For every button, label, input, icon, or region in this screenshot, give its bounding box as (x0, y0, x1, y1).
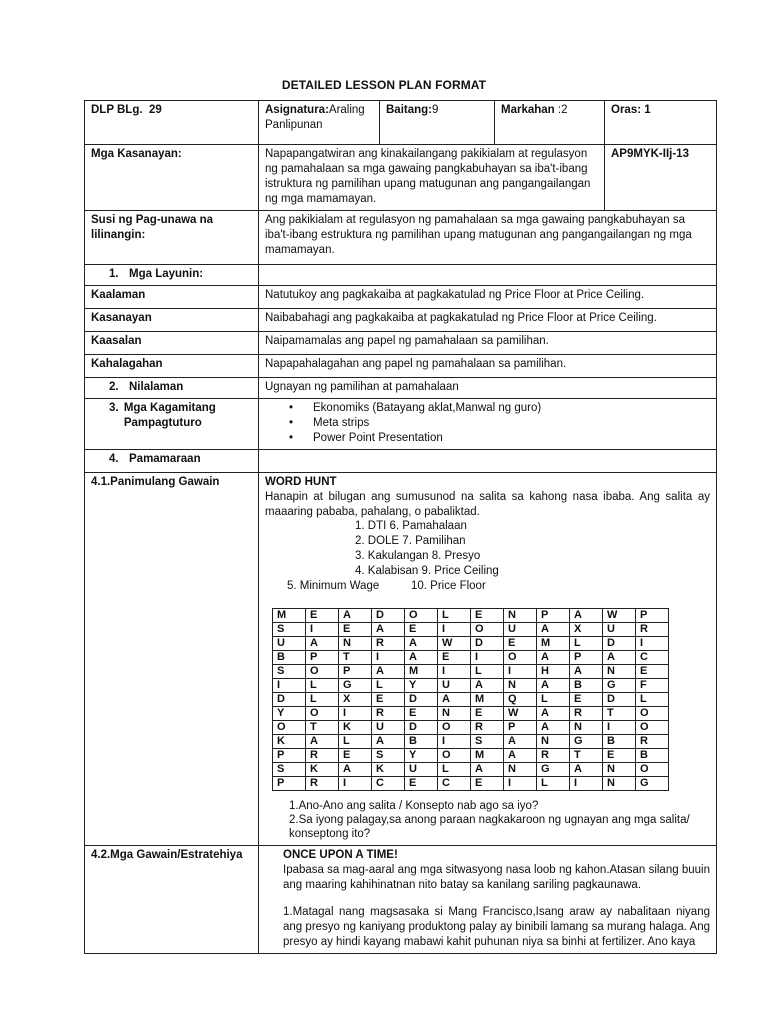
markahan-label: Markahan (501, 104, 555, 116)
grid-row (273, 651, 669, 665)
grid-letter: D (471, 637, 504, 651)
grid-letter: A (339, 763, 372, 777)
grid-letter: P (306, 651, 339, 665)
grid-letter: A (438, 693, 471, 707)
grid-letter: B (636, 749, 669, 763)
grid-letter: G (537, 763, 570, 777)
pamamaraan-label-cell (85, 449, 259, 472)
grid-letter: L (339, 735, 372, 749)
grid-letter: I (273, 679, 306, 693)
document-title: DETAILED LESSON PLAN FORMAT (281, 78, 487, 92)
grid-row (273, 721, 669, 735)
grid-letter: R (306, 749, 339, 763)
grid-letter: A (504, 749, 537, 763)
grid-letter: D (405, 721, 438, 735)
grid-letter: T (339, 651, 372, 665)
grid-letter: W (603, 609, 636, 623)
nilalaman-label-cell (85, 377, 259, 398)
grid-letter: F (636, 679, 669, 693)
grid-letter: A (306, 735, 339, 749)
grid-letter: E (504, 637, 537, 651)
grid-letter: M (537, 637, 570, 651)
grid-letter: O (405, 609, 438, 623)
grid-letter: U (273, 637, 306, 651)
grid-letter: I (339, 707, 372, 721)
grid-letter: U (504, 623, 537, 637)
story-1: 1.Matagal nang magsasaka si Mang Francisco,Isang araw ay nabalitaan niyang ang presyo ng kaniyang produktong palay ay binibili lamang sa murang halaga. Ang presyo ay hindi kayang mabawi kahit puhunan niya sa binhi at fertilizer. Ano kaya (283, 906, 710, 949)
grid-letter: O (471, 623, 504, 637)
grid-letter: I (438, 735, 471, 749)
grid-letter: A (372, 623, 405, 637)
word-hunt-questions (265, 799, 710, 841)
word-item: 2. DOLE 7. Pamilihan (355, 535, 466, 548)
grid-letter: L (570, 637, 603, 651)
grid-letter: U (438, 679, 471, 693)
kagamitan-label: Mga Kagamitang Pampagtuturo (123, 401, 216, 429)
kagamitan-row (85, 398, 717, 449)
grid-letter: A (405, 651, 438, 665)
grid-letter: K (306, 763, 339, 777)
grid-letter: E (405, 777, 438, 791)
grid-row (273, 637, 669, 651)
grid-letter: N (537, 735, 570, 749)
word-item: 1. DTI 6. Pamahalaan (355, 520, 467, 533)
grid-letter: L (471, 665, 504, 679)
grid-letter: E (306, 609, 339, 623)
grid-letter: P (273, 777, 306, 791)
grid-letter: I (504, 777, 537, 791)
kaalaman-row (85, 285, 717, 308)
grid-letter: T (570, 749, 603, 763)
grid-letter: L (372, 679, 405, 693)
grid-letter: P (570, 651, 603, 665)
grid-letter: C (372, 777, 405, 791)
grid-row (273, 777, 669, 791)
grid-row (273, 707, 669, 721)
grid-letter: T (603, 707, 636, 721)
grid-letter: R (636, 623, 669, 637)
grid-letter: N (603, 763, 636, 777)
grid-letter: M (405, 665, 438, 679)
kasanayan-text: Napapangatwiran ang kinakailangang pakikialam at regulasyon ng pamahalaan sa mga gawaing pangkabuhayan sa iba't-ibang istruktura ng pamilihan upang matugunan ang pangangailangan ng mga mamamayan. (259, 145, 605, 211)
layunin-label: Mga Layunin: (129, 267, 204, 280)
gawain-content (259, 846, 717, 954)
grid-letter: Y (405, 749, 438, 763)
grid-letter: A (570, 665, 603, 679)
word-item: 3. Kakulangan 8. Presyo (355, 550, 481, 563)
grid-letter: A (603, 651, 636, 665)
lesson-plan-table (84, 100, 717, 954)
grid-letter: N (504, 763, 537, 777)
grid-letter: T (306, 721, 339, 735)
grid-letter: B (603, 735, 636, 749)
dlp-number: 29 (148, 104, 162, 116)
layunin-number: 1. (109, 267, 119, 280)
grid-letter: R (570, 707, 603, 721)
grid-letter: D (273, 693, 306, 707)
kahalagahan-row (85, 354, 717, 377)
word-hunt-grid (272, 608, 669, 791)
asignatura-cell (259, 101, 380, 145)
grid-letter: E (405, 623, 438, 637)
grid-letter: E (570, 693, 603, 707)
kasanayan-row (85, 145, 717, 211)
nilalaman-row (85, 377, 717, 398)
grid-letter: A (471, 679, 504, 693)
grid-letter: M (273, 609, 306, 623)
grid-letter: O (438, 749, 471, 763)
grid-letter: E (471, 777, 504, 791)
word-hunt-instruction: Hanapin at bilugan ang sumusunod na salita sa kahong nasa ibaba. Ang salita ay maaaring pababa, pahalang, o pabaliktad. (265, 490, 710, 518)
susi-text: Ang pakikialam at regulasyon ng pamahalaan sa mga gawaing pangkabuhayan sa iba't-ibang estruktura ng pamilihan upang matugunan ang pangangailangan ng mga mamamayan. (259, 210, 717, 264)
grid-letter: N (438, 707, 471, 721)
kagamitan-item: • Power Point Presentation (289, 431, 710, 446)
grid-letter: L (306, 693, 339, 707)
grid-letter: L (636, 693, 669, 707)
grid-letter: R (372, 707, 405, 721)
panimulang-label: 4.1.Panimulang Gawain (85, 472, 259, 846)
asignatura-label: Asignatura: (265, 104, 329, 116)
grid-letter: I (636, 637, 669, 651)
grid-letter: M (471, 693, 504, 707)
layunin-row (85, 264, 717, 285)
grid-letter: G (603, 679, 636, 693)
grid-letter: E (438, 651, 471, 665)
panimulang-row (85, 472, 717, 846)
grid-letter: X (570, 623, 603, 637)
grid-letter: N (504, 679, 537, 693)
grid-row (273, 679, 669, 693)
header-row (85, 101, 717, 145)
competency-code: AP9MYK-IIj-13 (605, 145, 717, 211)
grid-letter: O (273, 721, 306, 735)
grid-letter: A (504, 735, 537, 749)
gawain-label: 4.2.Mga Gawain/Estratehiya (85, 846, 259, 954)
dlp-label: DLP BLg. (91, 104, 143, 116)
grid-letter: N (570, 721, 603, 735)
grid-letter: A (537, 679, 570, 693)
grid-letter: H (537, 665, 570, 679)
kagamitan-item: • Meta strips (289, 416, 710, 431)
grid-letter: L (306, 679, 339, 693)
grid-letter: A (405, 637, 438, 651)
grid-letter: D (372, 609, 405, 623)
grid-letter: O (504, 651, 537, 665)
grid-letter: U (603, 623, 636, 637)
grid-letter: I (339, 777, 372, 791)
grid-letter: O (636, 721, 669, 735)
grid-letter: S (273, 623, 306, 637)
kagamitan-number: 3. (109, 401, 119, 414)
nilalaman-text: Ugnayan ng pamilihan at pamahalaan (259, 377, 717, 398)
oras-cell: Oras: 1 (605, 101, 717, 145)
grid-letter: A (372, 735, 405, 749)
kasanayan-label: Mga Kasanayan: (85, 145, 259, 211)
grid-letter: E (372, 693, 405, 707)
grid-letter: G (570, 735, 603, 749)
grid-letter: A (537, 721, 570, 735)
grid-letter: P (273, 749, 306, 763)
grid-letter: B (570, 679, 603, 693)
grid-letter: W (504, 707, 537, 721)
grid-letter: O (636, 763, 669, 777)
kasanayan2-label: Kasanayan (85, 308, 259, 331)
grid-letter: N (339, 637, 372, 651)
grid-letter: I (306, 623, 339, 637)
grid-letter: E (471, 609, 504, 623)
grid-letter: D (603, 693, 636, 707)
pamamaraan-label: Pamamaraan (129, 452, 201, 465)
grid-letter: R (636, 735, 669, 749)
grid-letter: L (438, 609, 471, 623)
kahalagahan-text: Napapahalagahan ang papel ng pamahalaan sa pamilihan. (259, 354, 717, 377)
grid-letter: O (306, 707, 339, 721)
question-item: konseptong ito? (289, 828, 371, 841)
grid-letter: B (273, 651, 306, 665)
grid-letter: D (603, 637, 636, 651)
grid-letter: B (405, 735, 438, 749)
grid-letter: X (339, 693, 372, 707)
grid-letter: K (372, 763, 405, 777)
kahalagahan-label: Kahalagahan (85, 354, 259, 377)
gawain-row (85, 846, 717, 954)
grid-letter: M (471, 749, 504, 763)
layunin-empty (259, 264, 717, 285)
pamamaraan-row (85, 449, 717, 472)
grid-letter: R (471, 721, 504, 735)
grid-letter: I (438, 665, 471, 679)
grid-letter: G (636, 777, 669, 791)
grid-letter: S (372, 749, 405, 763)
nilalaman-label: Nilalaman (129, 380, 184, 393)
grid-row (273, 693, 669, 707)
grid-letter: E (603, 749, 636, 763)
kasanayan2-row (85, 308, 717, 331)
grid-letter: S (273, 763, 306, 777)
grid-letter: Y (405, 679, 438, 693)
grid-letter: W (438, 637, 471, 651)
grid-letter: I (471, 651, 504, 665)
grid-letter: O (306, 665, 339, 679)
baitang-value: 9 (432, 104, 439, 116)
grid-letter: E (339, 749, 372, 763)
grid-letter: I (372, 651, 405, 665)
grid-letter: U (405, 763, 438, 777)
grid-letter: Q (504, 693, 537, 707)
word-item: 4. Kalabisan 9. Price Ceiling (355, 565, 499, 578)
kasanayan2-text: Naibabahagi ang pagkakaiba at pagkakatulad ng Price Floor at Price Ceiling. (259, 308, 717, 331)
layunin-label-cell (85, 264, 259, 285)
grid-letter: E (471, 707, 504, 721)
once-upon-title: ONCE UPON A TIME! (283, 849, 398, 862)
kaasalan-row (85, 331, 717, 354)
markahan-value: :2 (557, 104, 568, 116)
grid-letter: D (405, 693, 438, 707)
grid-row (273, 623, 669, 637)
grid-letter: R (372, 637, 405, 651)
baitang-label: Baitang: (386, 104, 432, 116)
question-item: 2.Sa iyong palagay,sa anong paraan nagkakaroon ng ugnayan ang mga salita/ (289, 814, 690, 827)
grid-row (273, 735, 669, 749)
grid-letter: A (372, 665, 405, 679)
word-item: 5. Minimum Wage (287, 580, 380, 593)
grid-letter: R (537, 749, 570, 763)
grid-letter: I (504, 665, 537, 679)
grid-row (273, 749, 669, 763)
grid-letter: P (537, 609, 570, 623)
grid-letter: I (438, 623, 471, 637)
asignatura-value: Araling Panlipunan (265, 104, 365, 131)
grid-letter: L (537, 693, 570, 707)
kaasalan-text: Naipamamalas ang papel ng pamahalaan sa pamilihan. (259, 331, 717, 354)
grid-letter: A (570, 609, 603, 623)
pamamaraan-number: 4. (109, 452, 119, 465)
grid-letter: S (273, 665, 306, 679)
grid-letter: P (339, 665, 372, 679)
word-hunt-title: WORD HUNT (265, 475, 337, 488)
grid-row (273, 609, 669, 623)
susi-row (85, 210, 717, 264)
grid-letter: A (306, 637, 339, 651)
nilalaman-number: 2. (109, 380, 119, 393)
word-list (265, 519, 710, 607)
grid-letter: G (339, 679, 372, 693)
kaalaman-text: Natutukoy ang pagkakaiba at pagkakatulad ng Price Floor at Price Ceiling. (259, 285, 717, 308)
grid-letter: O (636, 707, 669, 721)
grid-letter: N (603, 777, 636, 791)
pamamaraan-empty (259, 449, 717, 472)
grid-row (273, 665, 669, 679)
grid-letter: A (537, 651, 570, 665)
grid-letter: U (372, 721, 405, 735)
markahan-cell (495, 101, 605, 145)
word-item: 10. Price Floor (411, 580, 486, 593)
dlp-cell (85, 101, 259, 145)
panimulang-content (259, 472, 717, 846)
grid-letter: A (537, 707, 570, 721)
grid-letter: K (273, 735, 306, 749)
grid-letter: R (306, 777, 339, 791)
grid-letter: N (603, 665, 636, 679)
question-item: 1.Ano-Ano ang salita / Konsepto nab ago sa iyo? (289, 800, 539, 813)
grid-letter: P (504, 721, 537, 735)
grid-letter: I (603, 721, 636, 735)
kagamitan-list (265, 401, 710, 446)
once-upon-instruction: Ipabasa sa mag-aaral ang mga sitwasyong nasa loob ng kahon.Atasan silang buuin ang maaring kahihinatnan nito batay sa kanilang sariling pagkaunawa. (283, 864, 710, 892)
grid-letter: E (405, 707, 438, 721)
grid-letter: L (438, 763, 471, 777)
grid-letter: O (438, 721, 471, 735)
grid-letter: A (339, 609, 372, 623)
grid-letter: C (438, 777, 471, 791)
grid-letter: I (570, 777, 603, 791)
grid-letter: L (537, 777, 570, 791)
grid-letter: E (636, 665, 669, 679)
grid-letter: Y (273, 707, 306, 721)
kaalaman-label: Kaalaman (85, 285, 259, 308)
kaasalan-label: Kaasalan (85, 331, 259, 354)
kagamitan-list-cell (259, 398, 717, 449)
grid-letter: E (339, 623, 372, 637)
grid-letter: S (471, 735, 504, 749)
kagamitan-item: • Ekonomiks (Batayang aklat,Manwal ng guro) (289, 401, 710, 416)
grid-letter: A (471, 763, 504, 777)
grid-letter: A (537, 623, 570, 637)
grid-letter: K (339, 721, 372, 735)
grid-letter: P (636, 609, 669, 623)
baitang-cell (380, 101, 495, 145)
grid-letter: N (504, 609, 537, 623)
grid-letter: C (636, 651, 669, 665)
kagamitan-label-cell (85, 398, 259, 449)
grid-row (273, 763, 669, 777)
susi-label: Susi ng Pag-unawa na lilinangin: (85, 210, 259, 264)
grid-letter: A (570, 763, 603, 777)
